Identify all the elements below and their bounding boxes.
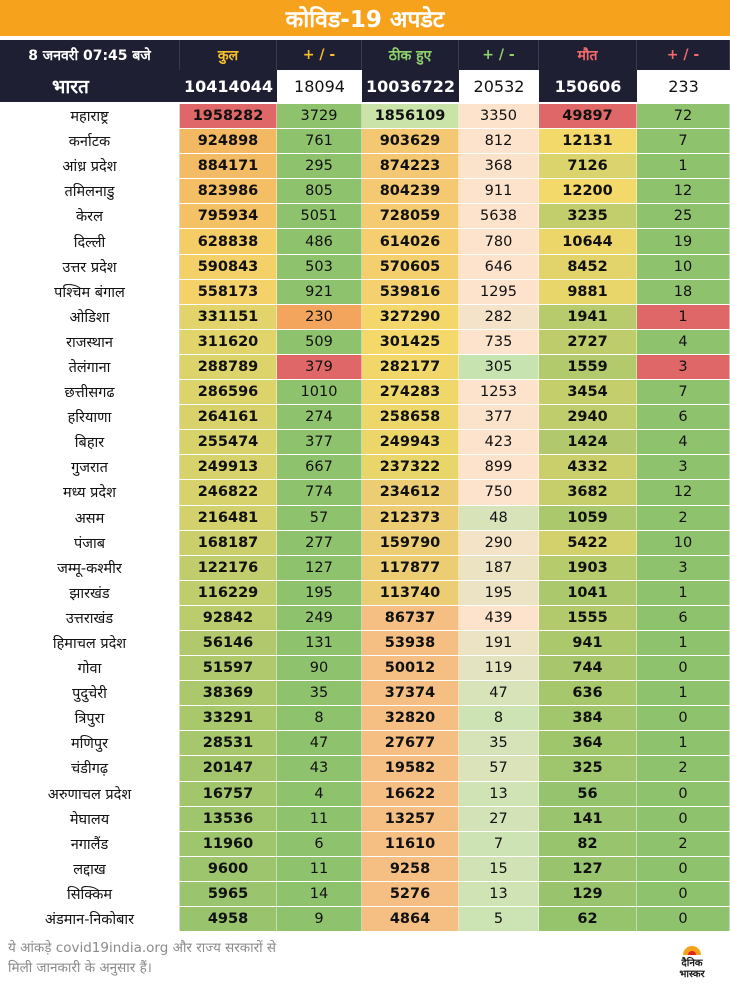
deaths-delta: 0 (637, 656, 730, 680)
total-delta: 9 (277, 907, 362, 931)
death-cases: 3454 (539, 380, 637, 404)
total-delta: 230 (277, 305, 362, 329)
recovered-delta: 57 (459, 756, 539, 780)
total-delta: 774 (277, 480, 362, 504)
death-cases: 364 (539, 731, 637, 755)
death-cases: 129 (539, 882, 637, 906)
total-cases: 4958 (180, 907, 277, 931)
deaths-delta: 0 (637, 907, 730, 931)
recovered-cases: 570605 (362, 255, 459, 279)
table-row (0, 681, 730, 706)
recovered-delta: 899 (459, 455, 539, 479)
total-cases: 558173 (180, 280, 277, 304)
deaths-delta: 7 (637, 129, 730, 153)
state-name: उत्तर प्रदेश (0, 255, 180, 279)
deaths-delta: 10 (637, 531, 730, 555)
state-name: छत्तीसगढ (0, 380, 180, 404)
recovered-cases: 327290 (362, 305, 459, 329)
state-name: हिमाचल प्रदेश (0, 631, 180, 655)
total-cases: 20147 (180, 756, 277, 780)
total-delta: 11 (277, 807, 362, 831)
india-recovered: 10036722 (362, 70, 459, 102)
recovered-cases: 874223 (362, 154, 459, 178)
state-name: चंडीगढ़ (0, 756, 180, 780)
deaths-delta: 1 (637, 581, 730, 605)
state-name: दिल्ली (0, 229, 180, 253)
table-row (0, 731, 730, 756)
recovered-delta: 282 (459, 305, 539, 329)
recovered-cases: 234612 (362, 480, 459, 504)
state-name: कर्नाटक (0, 129, 180, 153)
table-row (0, 380, 730, 405)
deaths-delta: 4 (637, 330, 730, 354)
death-cases: 3682 (539, 480, 637, 504)
logo-line-1: दैनिक (681, 958, 703, 969)
state-name: झारखंड (0, 581, 180, 605)
table-row (0, 631, 730, 656)
recovered-delta: 812 (459, 129, 539, 153)
deaths-delta: 12 (637, 179, 730, 203)
header-recovered: ठीक हुए (362, 40, 459, 70)
death-cases: 941 (539, 631, 637, 655)
total-cases: 168187 (180, 531, 277, 555)
state-name: नगालैंड (0, 832, 180, 856)
state-name: आंध्र प्रदेश (0, 154, 180, 178)
recovered-delta: 305 (459, 355, 539, 379)
table-row (0, 129, 730, 154)
india-name: भारत (0, 70, 180, 102)
recovered-cases: 9258 (362, 857, 459, 881)
recovered-cases: 50012 (362, 656, 459, 680)
recovered-delta: 47 (459, 681, 539, 705)
table-row (0, 832, 730, 857)
total-cases: 5965 (180, 882, 277, 906)
state-name: अरुणाचल प्रदेश (0, 782, 180, 806)
logo-line-2: भास्कर (679, 969, 705, 980)
state-name: उत्तराखंड (0, 606, 180, 630)
deaths-delta: 1 (637, 154, 730, 178)
state-name: मणिपुर (0, 731, 180, 755)
total-delta: 379 (277, 355, 362, 379)
recovered-delta: 646 (459, 255, 539, 279)
recovered-delta: 290 (459, 531, 539, 555)
total-cases: 255474 (180, 430, 277, 454)
total-delta: 761 (277, 129, 362, 153)
recovered-cases: 19582 (362, 756, 459, 780)
death-cases: 1903 (539, 556, 637, 580)
death-cases: 5422 (539, 531, 637, 555)
death-cases: 10644 (539, 229, 637, 253)
recovered-delta: 423 (459, 430, 539, 454)
deaths-delta: 0 (637, 706, 730, 730)
recovered-delta: 735 (459, 330, 539, 354)
deaths-delta: 6 (637, 606, 730, 630)
total-delta: 805 (277, 179, 362, 203)
deaths-delta: 3 (637, 556, 730, 580)
death-cases: 7126 (539, 154, 637, 178)
table-row (0, 556, 730, 581)
state-name: केरल (0, 204, 180, 228)
state-name: तमिलनाडु (0, 179, 180, 203)
deaths-delta: 1 (637, 731, 730, 755)
deaths-delta: 0 (637, 807, 730, 831)
total-delta: 4 (277, 782, 362, 806)
death-cases: 9881 (539, 280, 637, 304)
state-name: लद्दाख (0, 857, 180, 881)
total-cases: 28531 (180, 731, 277, 755)
recovered-cases: 1856109 (362, 104, 459, 128)
recovered-cases: 53938 (362, 631, 459, 655)
recovered-cases: 539816 (362, 280, 459, 304)
total-cases: 311620 (180, 330, 277, 354)
total-cases: 16757 (180, 782, 277, 806)
table-row (0, 455, 730, 480)
deaths-delta: 12 (637, 480, 730, 504)
total-cases: 216481 (180, 506, 277, 530)
table-row (0, 229, 730, 254)
recovered-delta: 27 (459, 807, 539, 831)
state-name: ओडिशा (0, 305, 180, 329)
state-name: गोवा (0, 656, 180, 680)
recovered-delta: 780 (459, 229, 539, 253)
recovered-delta: 48 (459, 506, 539, 530)
death-cases: 2727 (539, 330, 637, 354)
recovered-cases: 258658 (362, 405, 459, 429)
header-total: कुल (180, 40, 277, 70)
recovered-cases: 13257 (362, 807, 459, 831)
total-cases: 795934 (180, 204, 277, 228)
total-cases: 122176 (180, 556, 277, 580)
source-note-line-1: ये आंकड़े covid19india.org और राज्य सरकारों से (8, 940, 277, 956)
header-date: 8 जनवरी 07:45 बजे (0, 40, 180, 70)
state-name: सिक्किम (0, 882, 180, 906)
deaths-delta: 0 (637, 857, 730, 881)
state-name: बिहार (0, 430, 180, 454)
recovered-cases: 274283 (362, 380, 459, 404)
total-cases: 92842 (180, 606, 277, 630)
recovered-cases: 5276 (362, 882, 459, 906)
death-cases: 12200 (539, 179, 637, 203)
recovered-delta: 8 (459, 706, 539, 730)
table-row (0, 280, 730, 305)
table-row (0, 756, 730, 781)
recovered-cases: 16622 (362, 782, 459, 806)
recovered-delta: 5638 (459, 204, 539, 228)
recovered-cases: 86737 (362, 606, 459, 630)
recovered-cases: 804239 (362, 179, 459, 203)
recovered-cases: 37374 (362, 681, 459, 705)
recovered-delta: 3350 (459, 104, 539, 128)
deaths-delta: 25 (637, 204, 730, 228)
india-recovered-delta: 20532 (459, 70, 539, 102)
death-cases: 744 (539, 656, 637, 680)
total-delta: 11 (277, 857, 362, 881)
death-cases: 4332 (539, 455, 637, 479)
recovered-delta: 439 (459, 606, 539, 630)
total-cases: 264161 (180, 405, 277, 429)
death-cases: 325 (539, 756, 637, 780)
recovered-cases: 728059 (362, 204, 459, 228)
total-cases: 249913 (180, 455, 277, 479)
total-delta: 486 (277, 229, 362, 253)
recovered-delta: 5 (459, 907, 539, 931)
total-delta: 249 (277, 606, 362, 630)
recovered-delta: 191 (459, 631, 539, 655)
recovered-delta: 119 (459, 656, 539, 680)
source-note (8, 938, 368, 978)
state-name: पश्चिम बंगाल (0, 280, 180, 304)
total-delta: 277 (277, 531, 362, 555)
recovered-cases: 903629 (362, 129, 459, 153)
logo-wordmark (679, 958, 704, 980)
death-cases: 127 (539, 857, 637, 881)
deaths-delta: 19 (637, 229, 730, 253)
table-row (0, 179, 730, 204)
death-cases: 1041 (539, 581, 637, 605)
death-cases: 8452 (539, 255, 637, 279)
recovered-cases: 11610 (362, 832, 459, 856)
death-cases: 82 (539, 832, 637, 856)
header-deaths-delta: + / - (637, 40, 730, 70)
recovered-cases: 27677 (362, 731, 459, 755)
total-delta: 57 (277, 506, 362, 530)
deaths-delta: 2 (637, 756, 730, 780)
death-cases: 636 (539, 681, 637, 705)
total-delta: 274 (277, 405, 362, 429)
table-row (0, 782, 730, 807)
recovered-cases: 113740 (362, 581, 459, 605)
deaths-delta: 7 (637, 380, 730, 404)
table-row (0, 882, 730, 907)
state-name: तेलंगाना (0, 355, 180, 379)
table-row (0, 255, 730, 280)
total-cases: 51597 (180, 656, 277, 680)
recovered-cases: 282177 (362, 355, 459, 379)
death-cases: 2940 (539, 405, 637, 429)
death-cases: 62 (539, 907, 637, 931)
table-row (0, 405, 730, 430)
death-cases: 1555 (539, 606, 637, 630)
table-row (0, 305, 730, 330)
table-row (0, 154, 730, 179)
state-name: गुजरात (0, 455, 180, 479)
deaths-delta: 1 (637, 631, 730, 655)
total-delta: 3729 (277, 104, 362, 128)
table-row (0, 104, 730, 129)
table-row (0, 480, 730, 505)
total-cases: 823986 (180, 179, 277, 203)
deaths-delta: 1 (637, 681, 730, 705)
total-cases: 288789 (180, 355, 277, 379)
recovered-delta: 35 (459, 731, 539, 755)
total-cases: 884171 (180, 154, 277, 178)
table-row (0, 656, 730, 681)
recovered-delta: 187 (459, 556, 539, 580)
death-cases: 1559 (539, 355, 637, 379)
total-delta: 127 (277, 556, 362, 580)
total-delta: 295 (277, 154, 362, 178)
state-name: पंजाब (0, 531, 180, 555)
state-table (0, 104, 730, 932)
recovered-cases: 4864 (362, 907, 459, 931)
deaths-delta: 1 (637, 305, 730, 329)
state-name: मध्य प्रदेश (0, 480, 180, 504)
table-row (0, 330, 730, 355)
recovered-delta: 13 (459, 782, 539, 806)
total-delta: 195 (277, 581, 362, 605)
deaths-delta: 6 (637, 405, 730, 429)
total-delta: 921 (277, 280, 362, 304)
table-row (0, 907, 730, 932)
total-cases: 1958282 (180, 104, 277, 128)
total-cases: 11960 (180, 832, 277, 856)
header-recovered-delta: + / - (459, 40, 539, 70)
table-row (0, 606, 730, 631)
deaths-delta: 2 (637, 832, 730, 856)
state-name: राजस्थान (0, 330, 180, 354)
total-delta: 131 (277, 631, 362, 655)
india-deaths-delta: 233 (637, 70, 730, 102)
total-cases: 56146 (180, 631, 277, 655)
state-name: पुदुचेरी (0, 681, 180, 705)
dainik-bhaskar-logo (664, 940, 720, 980)
state-name: अंडमान-निकोबार (0, 907, 180, 931)
state-name: असम (0, 506, 180, 530)
india-total: 10414044 (180, 70, 277, 102)
recovered-delta: 377 (459, 405, 539, 429)
table-header (0, 40, 730, 70)
sun-icon (681, 940, 703, 956)
total-delta: 90 (277, 656, 362, 680)
recovered-delta: 1253 (459, 380, 539, 404)
total-cases: 628838 (180, 229, 277, 253)
death-cases: 1059 (539, 506, 637, 530)
page-title: कोविड-19 अपडेट (0, 0, 730, 38)
deaths-delta: 10 (637, 255, 730, 279)
total-cases: 286596 (180, 380, 277, 404)
deaths-delta: 0 (637, 882, 730, 906)
total-cases: 924898 (180, 129, 277, 153)
death-cases: 141 (539, 807, 637, 831)
table-row (0, 807, 730, 832)
total-delta: 47 (277, 731, 362, 755)
table-row (0, 706, 730, 731)
total-cases: 33291 (180, 706, 277, 730)
recovered-delta: 195 (459, 581, 539, 605)
deaths-delta: 4 (637, 430, 730, 454)
table-row (0, 430, 730, 455)
state-name: मेघालय (0, 807, 180, 831)
source-note-line-2: मिली जानकारी के अनुसार हैं। (8, 960, 152, 976)
recovered-delta: 13 (459, 882, 539, 906)
total-delta: 667 (277, 455, 362, 479)
header-deaths: मौत (539, 40, 637, 70)
deaths-delta: 0 (637, 782, 730, 806)
total-cases: 116229 (180, 581, 277, 605)
table-row (0, 857, 730, 882)
total-delta: 6 (277, 832, 362, 856)
recovered-delta: 911 (459, 179, 539, 203)
table-row (0, 204, 730, 229)
recovered-delta: 7 (459, 832, 539, 856)
death-cases: 384 (539, 706, 637, 730)
india-deaths: 150606 (539, 70, 637, 102)
total-delta: 35 (277, 681, 362, 705)
table-row (0, 581, 730, 606)
deaths-delta: 72 (637, 104, 730, 128)
total-cases: 38369 (180, 681, 277, 705)
total-cases: 246822 (180, 480, 277, 504)
total-delta: 377 (277, 430, 362, 454)
deaths-delta: 18 (637, 280, 730, 304)
recovered-cases: 614026 (362, 229, 459, 253)
recovered-cases: 301425 (362, 330, 459, 354)
recovered-cases: 117877 (362, 556, 459, 580)
recovered-cases: 212373 (362, 506, 459, 530)
state-name: जम्मू-कश्मीर (0, 556, 180, 580)
total-delta: 509 (277, 330, 362, 354)
recovered-cases: 237322 (362, 455, 459, 479)
deaths-delta: 3 (637, 355, 730, 379)
recovered-cases: 249943 (362, 430, 459, 454)
total-delta: 14 (277, 882, 362, 906)
state-name: महाराष्ट्र (0, 104, 180, 128)
header-total-delta: + / - (277, 40, 362, 70)
total-cases: 9600 (180, 857, 277, 881)
total-delta: 1010 (277, 380, 362, 404)
total-cases: 13536 (180, 807, 277, 831)
table-row (0, 506, 730, 531)
recovered-delta: 15 (459, 857, 539, 881)
india-total-row (0, 70, 730, 104)
recovered-delta: 368 (459, 154, 539, 178)
death-cases: 1424 (539, 430, 637, 454)
table-row (0, 531, 730, 556)
total-delta: 503 (277, 255, 362, 279)
recovered-delta: 1295 (459, 280, 539, 304)
recovered-delta: 750 (459, 480, 539, 504)
total-cases: 331151 (180, 305, 277, 329)
deaths-delta: 3 (637, 455, 730, 479)
deaths-delta: 2 (637, 506, 730, 530)
state-name: त्रिपुरा (0, 706, 180, 730)
death-cases: 56 (539, 782, 637, 806)
recovered-cases: 159790 (362, 531, 459, 555)
india-total-delta: 18094 (277, 70, 362, 102)
death-cases: 49897 (539, 104, 637, 128)
footer (0, 932, 730, 986)
state-name: हरियाणा (0, 405, 180, 429)
total-delta: 43 (277, 756, 362, 780)
death-cases: 12131 (539, 129, 637, 153)
total-delta: 5051 (277, 204, 362, 228)
total-cases: 590843 (180, 255, 277, 279)
recovered-cases: 32820 (362, 706, 459, 730)
death-cases: 3235 (539, 204, 637, 228)
table-row (0, 355, 730, 380)
total-delta: 8 (277, 706, 362, 730)
death-cases: 1941 (539, 305, 637, 329)
